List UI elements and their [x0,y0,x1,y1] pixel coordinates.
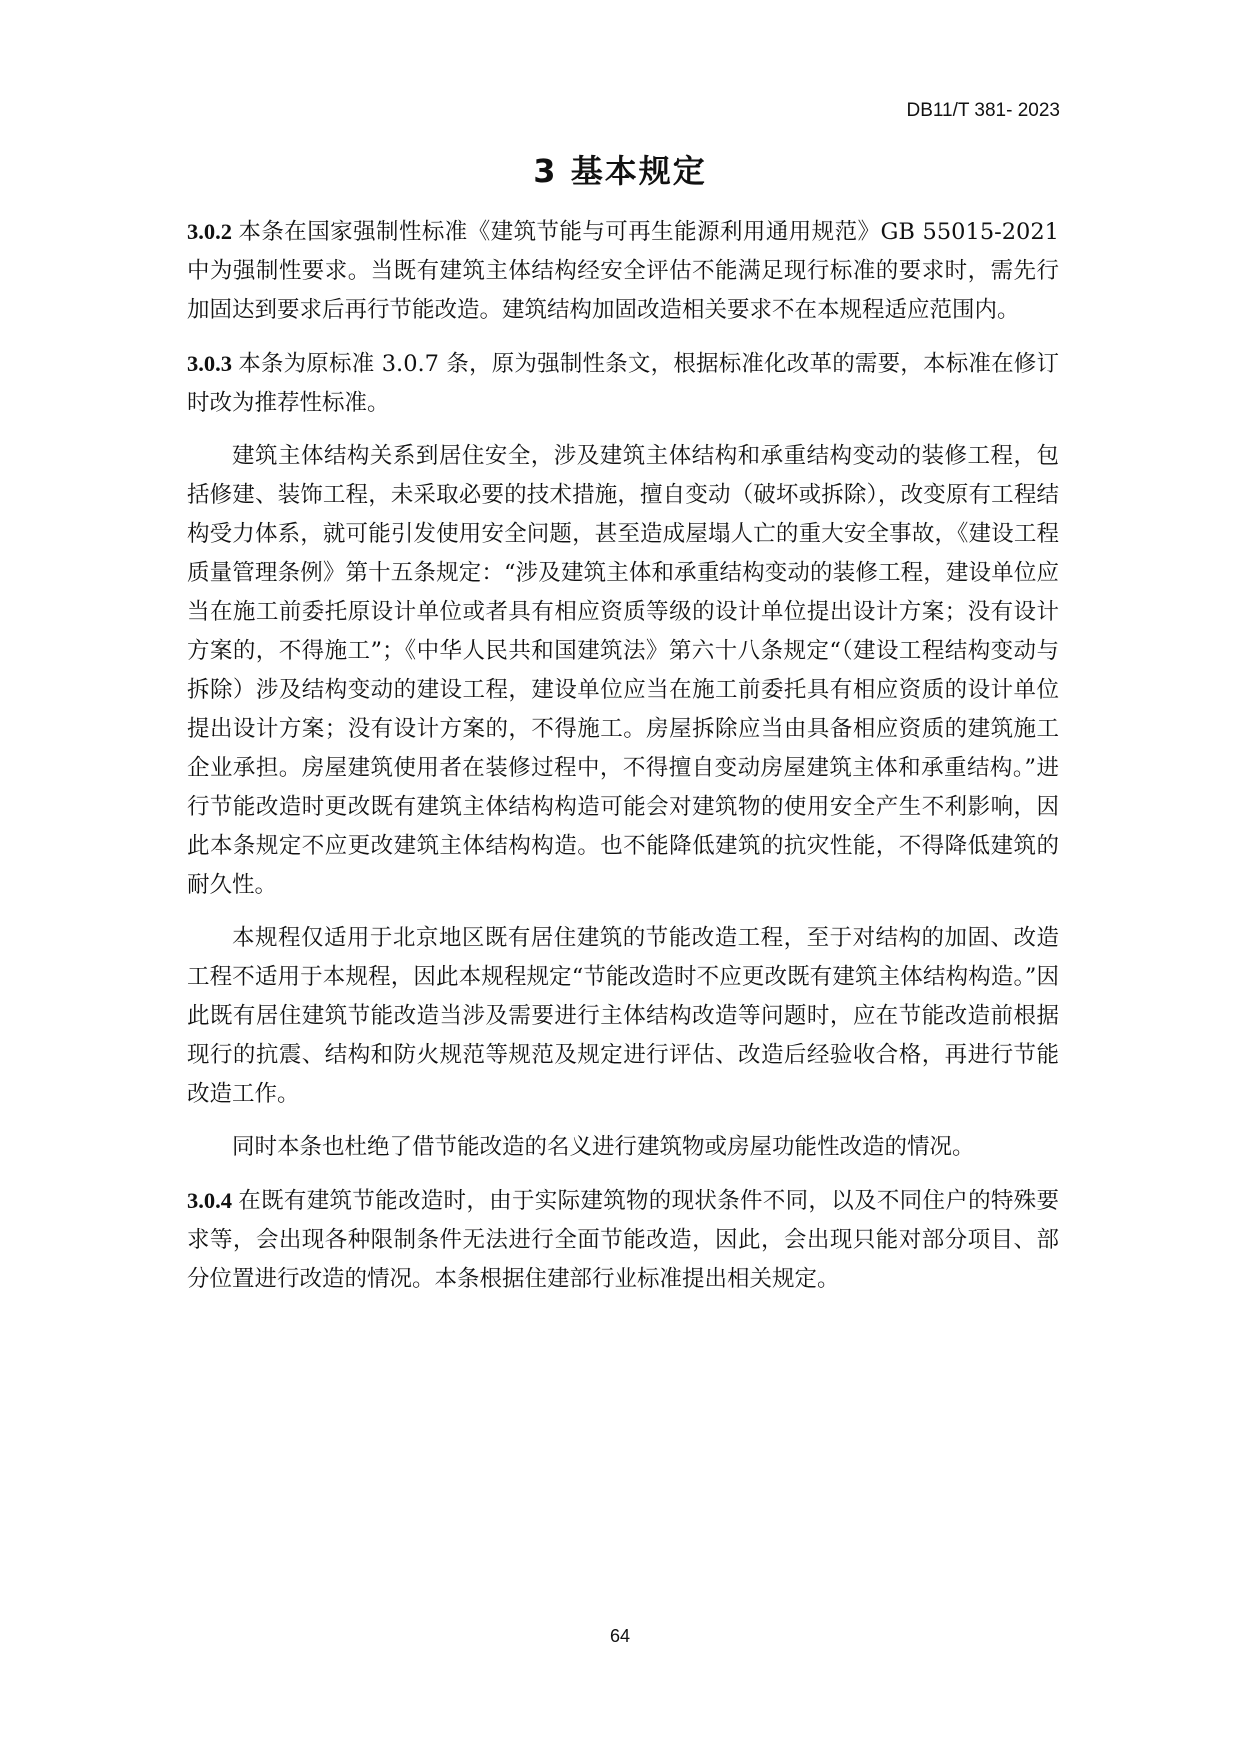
clause-number: 3.0.3 [187,351,232,376]
clause-number: 3.0.2 [187,219,232,244]
body-paragraph: 本规程仅适用于北京地区既有居住建筑的节能改造工程，至于对结构的加固、改造工程不适用于本规程，因此本规程规定“节能改造时不应更改既有建筑主体结构构造。”因此既有居住建筑节能改造当涉及需要进行主体结构改造等问题时，应在节能改造前根据现行的抗震、结构和防火规范等规范及规定进行评估、改造后经验收合格，再进行节能改造工作。 [187,925,1059,1107]
clause-number: 3.0.4 [187,1188,232,1213]
clause-text: 在既有建筑节能改造时，由于实际建筑物的现状条件不同，以及不同住户的特殊要求等，会出现各种限制条件无法进行全面节能改造，因此，会出现只能对部分项目、部分位置进行改造的情况。本条根据住建部行业标准提出相关规定。 [187,1188,1059,1292]
document-body [187,212,1059,1313]
page-number: 64 [609,1626,631,1646]
clause-3-0-4 [187,1181,1059,1299]
clause-3-0-3 [187,344,1059,423]
document-code: DB11/T 381- 2023 [906,100,1060,121]
clause-text: 本条在国家强制性标准《建筑节能与可再生能源利用通用规范》GB 55015-2021 中为强制性要求。当既有建筑主体结构经安全评估不能满足现行标准的要求时，需先行加固达到要求后再行节能改造。建筑结构加固改造相关要求不在本规程适应范围内。 [187,219,1059,323]
clause-3-0-2 [187,212,1059,330]
body-paragraph: 同时本条也杜绝了借节能改造的名义进行建筑物或房屋功能性改造的情况。 [232,1134,975,1160]
body-paragraph: 建筑主体结构关系到居住安全，涉及建筑主体结构和承重结构变动的装修工程，包括修建、装饰工程，未采取必要的技术措施，擅自变动（破坏或拆除），改变原有工程结构受力体系，就可能引发使用安全问题，甚至造成屋塌人亡的重大安全事故，《建设工程质量管理条例》第十五条规定：“涉及建筑主体和承重结构变动的装修工程，建设单位应当在施工前委托原设计单位或者具有相应资质等级的设计单位提出设计方案；没有设计方案的，不得施工”；《中华人民共和国建筑法》第六十八条规定“（建设工程结构变动与拆除）涉及结构变动的建设工程，建设单位应当在施工前委托具有相应资质的设计单位提出设计方案；没有设计方案的，不得施工。房屋拆除应当由具备相应资质的建筑施工企业承担。房屋建筑使用者在装修过程中，不得擅自变动房屋建筑主体和承重结构。”进行节能改造时更改既有建筑主体结构构造可能会对建筑物的使用安全产生不利影响，因此本条规定不应更改建筑主体结构构造。也不能降低建筑的抗灾性能，不得降低建筑的耐久性。 [187,443,1059,898]
chapter-title: 3 基本规定 [533,152,707,190]
clause-text: 本条为原标准 3.0.7 条，原为强制性条文，根据标准化改革的需要，本标准在修订时改为推荐性标准。 [187,351,1059,416]
